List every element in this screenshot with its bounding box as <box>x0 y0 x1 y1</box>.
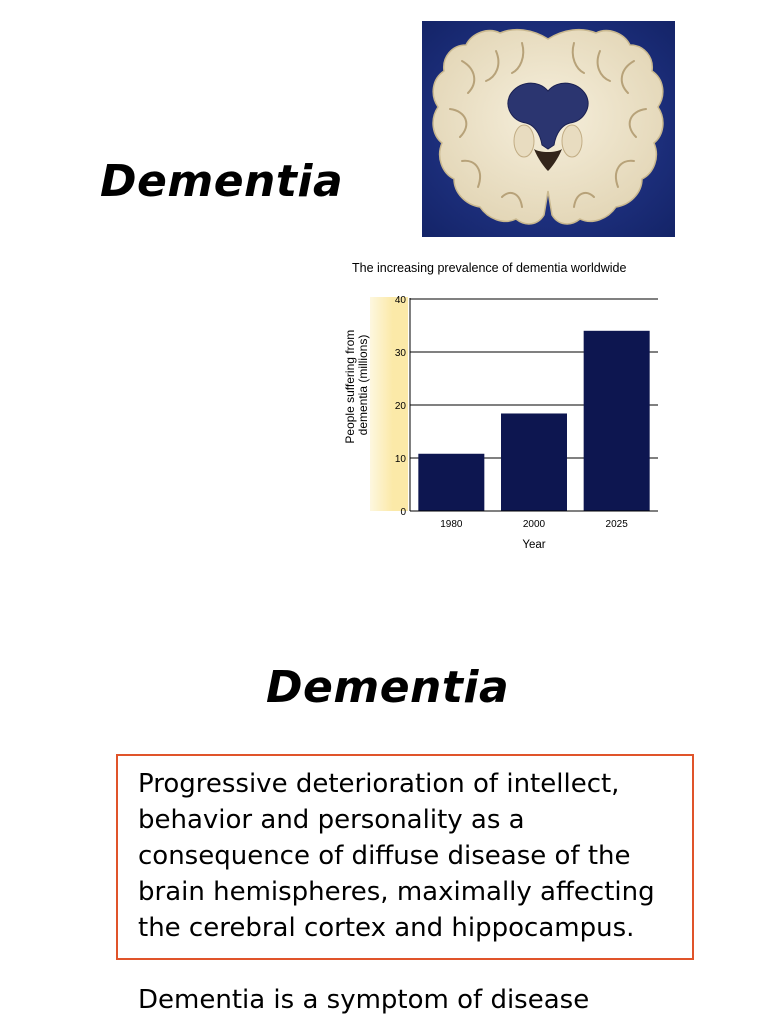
definition-line: consequence of diffuse disease of the <box>138 841 631 871</box>
y-axis-label-line-1: People suffering from <box>343 329 357 444</box>
brain-coronal-section-photo <box>422 21 675 237</box>
y-tick-label: 10 <box>394 454 406 465</box>
definition-line: brain hemispheres, maximally affecting <box>138 877 655 907</box>
x-tick-labels <box>440 519 628 530</box>
x-tick-label: 1980 <box>440 519 463 530</box>
definition-text <box>138 766 692 946</box>
chart-title: The increasing prevalence of dementia worldwide <box>352 261 627 275</box>
definition-line: the cerebral cortex and hippocampus. <box>138 913 635 943</box>
symptom-text: Dementia is a symptom of disease <box>138 985 590 1015</box>
y-tick-label: 0 <box>400 507 406 518</box>
bar-2025 <box>584 331 650 511</box>
x-tick-label: 2000 <box>522 519 546 530</box>
x-tick-label: 2025 <box>605 519 628 530</box>
bar-2000 <box>501 413 567 511</box>
definition-box <box>116 754 694 960</box>
x-axis-label: Year <box>522 539 546 551</box>
y-axis-label-line-2: dementia (millions) <box>356 334 370 436</box>
y-tick-label: 30 <box>394 348 406 359</box>
bar-1980 <box>418 454 484 511</box>
slide-title: Dementia <box>266 662 510 713</box>
slide-title: Dementia <box>100 156 344 207</box>
prevalence-bar-chart <box>330 255 700 555</box>
bars <box>418 331 649 511</box>
y-axis-label <box>343 326 370 443</box>
definition-line: Progressive deterioration of intellect, <box>138 769 620 799</box>
definition-line: behavior and personality as a <box>138 805 525 835</box>
y-tick-label: 20 <box>394 401 406 412</box>
y-tick-label: 40 <box>394 295 406 306</box>
